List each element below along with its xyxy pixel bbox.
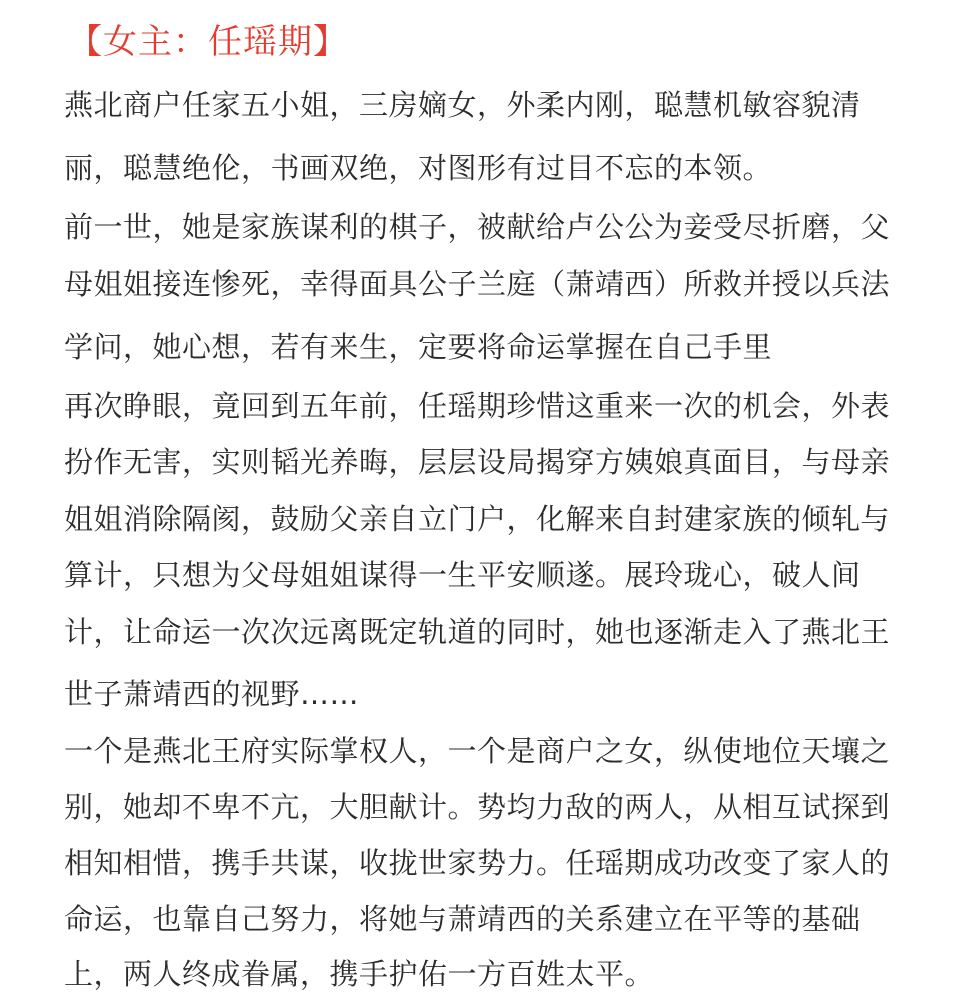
text-line: 世子萧靖西的视野……: [64, 677, 360, 711]
text-line: 姐姐消除隔阂，鼓励父亲自立门户，化解来自封建家族的倾轧与: [64, 502, 891, 536]
text-line: 相知相惜，携手共谋，收拢世家势力。任瑶期成功改变了家人的: [64, 846, 891, 880]
text-line: 一个是燕北王府实际掌权人，一个是商户之女，纵使地位天壤之: [64, 734, 891, 768]
text-line: 前一世，她是家族谋利的棋子，被献给卢公公为妾受尽折磨，父: [64, 210, 891, 244]
text-line: 别，她却不卑不亢，大胆献计。势均力敌的两人，从相互试探到: [64, 790, 891, 824]
text-line: 母姐姐接连惨死，幸得面具公子兰庭（萧靖西）所救并授以兵法: [64, 267, 891, 301]
text-line: 扮作无害，实则韬光养晦，层层设局揭穿方姨娘真面目，与母亲: [64, 445, 891, 479]
text-line: 计，让命运一次次远离既定轨道的同时，她也逐渐走入了燕北王: [64, 615, 891, 649]
text-line: 学问，她心想，若有来生，定要将命运掌握在自己手里: [64, 330, 773, 364]
heading-title: 【女主：任瑶期】: [68, 22, 348, 62]
text-line: 再次睁眼，竟回到五年前，任瑶期珍惜这重来一次的机会，外表: [64, 389, 891, 423]
text-line: 丽，聪慧绝伦，书画双绝，对图形有过目不忘的本领。: [64, 151, 773, 185]
text-line: 命运，也靠自己努力，将她与萧靖西的关系建立在平等的基础: [64, 902, 861, 936]
text-line: 燕北商户任家五小姐，三房嫡女，外柔内刚，聪慧机敏容貌清: [64, 88, 861, 122]
text-line: 算计，只想为父母姐姐谋得一生平安顺遂。展玲珑心，破人间: [64, 558, 861, 592]
text-line: 上，两人终成眷属，携手护佑一方百姓太平。: [64, 957, 655, 991]
